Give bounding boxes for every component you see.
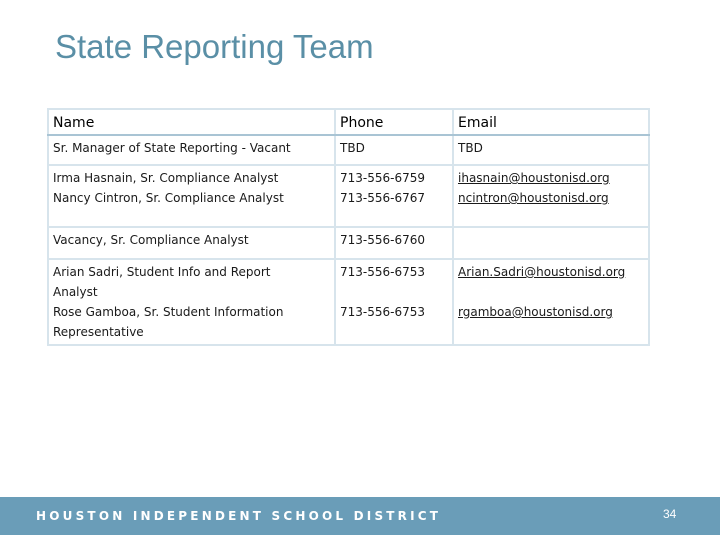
name-line: Nancy Cintron, Sr. Compliance Analyst xyxy=(53,191,284,205)
name-line: Representative xyxy=(53,325,144,339)
header-email: Email xyxy=(453,109,649,135)
phone-line: 713-556-6753 xyxy=(340,265,426,279)
phone-cell xyxy=(335,165,453,227)
email-link-rgamboa[interactable]: rgamboa@houstonisd.org xyxy=(458,305,613,319)
phone-line: 713-556-6760 xyxy=(340,233,426,247)
name-line: Irma Hasnain, Sr. Compliance Analyst xyxy=(53,171,279,185)
email-link-ncintron[interactable]: ncintron@houstonisd.org xyxy=(458,191,609,205)
table-header-row xyxy=(48,109,649,135)
name-cell xyxy=(48,165,335,227)
name-line: Arian Sadri, Student Info and Report xyxy=(53,265,271,279)
phone-line: 713-556-6767 xyxy=(340,191,426,205)
header-name: Name xyxy=(48,109,335,135)
table-row xyxy=(48,259,649,345)
phone-cell xyxy=(335,135,453,165)
email-cell xyxy=(453,135,649,165)
footer-org-name: HOUSTON INDEPENDENT SCHOOL DISTRICT xyxy=(36,509,442,523)
name-cell xyxy=(48,259,335,345)
email-cell xyxy=(453,227,649,259)
phone-cell xyxy=(335,227,453,259)
name-line: Sr. Manager of State Reporting - Vacant xyxy=(53,141,291,155)
name-line: Rose Gamboa, Sr. Student Information xyxy=(53,305,284,319)
team-table xyxy=(47,108,650,346)
phone-cell xyxy=(335,259,453,345)
slide-title: State Reporting Team xyxy=(55,28,374,65)
phone-line: TBD xyxy=(340,141,365,155)
email-cell xyxy=(453,165,649,227)
footer-bar xyxy=(0,497,720,535)
phone-line: 713-556-6759 xyxy=(340,171,426,185)
name-line: Vacancy, Sr. Compliance Analyst xyxy=(53,233,249,247)
email-line: TBD xyxy=(458,141,483,155)
header-phone: Phone xyxy=(335,109,453,135)
email-link-ihasnain[interactable]: ihasnain@houstonisd.org xyxy=(458,171,610,185)
name-cell xyxy=(48,227,335,259)
email-cell xyxy=(453,259,649,345)
name-cell xyxy=(48,135,335,165)
page-number: 34 xyxy=(663,507,677,521)
email-link-asadri[interactable]: Arian.Sadri@houstonisd.org xyxy=(458,265,626,279)
table-row xyxy=(48,165,649,227)
table-row xyxy=(48,135,649,165)
table-row xyxy=(48,227,649,259)
phone-line: 713-556-6753 xyxy=(340,305,426,319)
name-line: Analyst xyxy=(53,285,98,299)
